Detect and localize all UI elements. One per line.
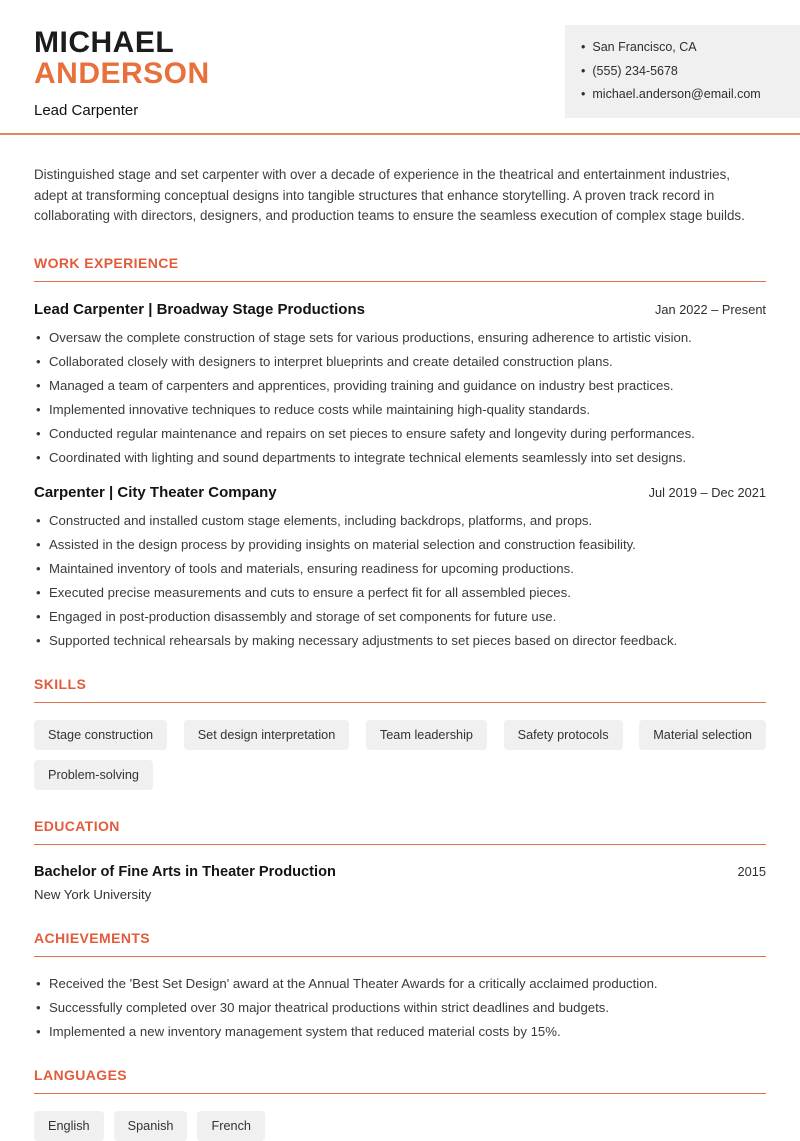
job-bullet: • Collaborated closely with designers to interpret blueprints and create detailed construction plans. [34, 354, 766, 369]
last-name: ANDERSON [34, 57, 210, 90]
resume-body [0, 165, 800, 1141]
contact-item [581, 83, 786, 107]
section-achievements [34, 930, 766, 1039]
first-name: MICHAEL [34, 26, 175, 59]
job-bullet: • Supported technical rehearsals by making necessary adjustments to set pieces based on director feedback. [34, 633, 766, 648]
job-dates: Jan 2022 – Present [655, 301, 766, 317]
job-entry-2 [34, 484, 766, 648]
achievement-bullet: • Successfully completed over 30 major theatrical productions within strict deadlines and budgets. [34, 1000, 766, 1015]
job-bullet: • Engaged in post-production disassembly and storage of set components for future use. [34, 609, 766, 624]
job-bullet: • Executed precise measurements and cuts to ensure a perfect fit for all assembled pieces. [34, 585, 766, 600]
skills-heading: SKILLS [34, 676, 766, 703]
job-bullet: • Implemented innovative techniques to reduce costs while maintaining high-quality standards. [34, 402, 766, 417]
languages-chip-list [34, 1111, 766, 1141]
job-bullet: • Conducted regular maintenance and repairs on set pieces to ensure safety and longevity during performances. [34, 426, 766, 441]
bullet-icon: • [581, 63, 586, 78]
skill-chip: Material selection [639, 720, 766, 750]
job-bullet: • Coordinated with lighting and sound departments to integrate technical elements seamlessly into set designs. [34, 450, 766, 465]
job-title-line [34, 484, 277, 501]
achievements-bullet-list [34, 976, 766, 1039]
contact-item [581, 60, 786, 84]
achievement-bullet: • Received the 'Best Set Design' award at the Annual Theater Awards for a critically acclaimed production. [34, 976, 766, 991]
resume-header [0, 0, 800, 135]
job-bullet-list [34, 330, 766, 465]
section-skills [34, 676, 766, 790]
skills-chip-list [34, 720, 766, 790]
education-year: 2015 [737, 863, 766, 879]
bullet-icon: • [581, 40, 586, 54]
education-degree: Bachelor of Fine Arts in Theater Production [34, 863, 336, 880]
job-bullet: • Assisted in the design process by providing insights on material selection and construction feasibility. [34, 537, 766, 552]
skill-chip: Team leadership [366, 720, 487, 750]
section-languages [34, 1067, 766, 1141]
job-company: City Theater Company [117, 483, 277, 501]
contact-box [565, 25, 800, 118]
contact-item-text: michael.anderson@email.com [592, 87, 761, 101]
header-job-title: Lead Carpenter [34, 102, 139, 119]
education-heading: EDUCATION [34, 818, 766, 845]
job-role: Lead Carpenter [34, 300, 145, 318]
skill-chip: Safety protocols [504, 720, 623, 750]
job-bullet-list [34, 513, 766, 648]
education-school: New York University [34, 886, 152, 902]
skill-chip: Stage construction [34, 720, 167, 750]
contact-item-text: San Francisco, CA [592, 40, 697, 54]
work-experience-heading: WORK EXPERIENCE [34, 255, 766, 282]
languages-heading: LANGUAGES [34, 1067, 766, 1094]
contact-item-text: (555) 234-5678 [592, 63, 678, 78]
job-separator: | [148, 300, 153, 318]
skill-chip: Problem-solving [34, 760, 153, 790]
achievements-heading: ACHIEVEMENTS [34, 930, 766, 957]
section-education [34, 818, 766, 902]
achievement-bullet: • Implemented a new inventory management system that reduced material costs by 15%. [34, 1024, 766, 1039]
job-bullet: • Oversaw the complete construction of stage sets for various productions, ensuring adherence to artistic vision. [34, 330, 766, 345]
section-work-experience [34, 255, 766, 648]
job-title-line [34, 301, 365, 318]
job-bullet: • Maintained inventory of tools and materials, ensuring readiness for upcoming productions. [34, 561, 766, 576]
job-role: Carpenter [34, 483, 105, 501]
contact-item [581, 36, 786, 60]
summary-paragraph: Distinguished stage and set carpenter with over a decade of experience in the theatrical and entertainment industries, adept at transforming conceptual designs into tangible structures that enhance storytelling. A proven track record in collaborating with directors, designers, and production teams to ensure the seamless execution of complex stage builds. [34, 167, 745, 223]
education-entry [34, 864, 766, 880]
job-company: Broadway Stage Productions [156, 300, 365, 318]
bullet-icon: • [581, 87, 586, 101]
language-chip: Spanish [114, 1111, 188, 1141]
job-separator: | [109, 483, 114, 501]
job-bullet: • Constructed and installed custom stage elements, including backdrops, platforms, and props. [34, 513, 766, 528]
job-header [34, 301, 766, 318]
job-bullet: • Managed a team of carpenters and apprentices, providing training and guidance on industry best practices. [34, 378, 766, 393]
skill-chip: Set design interpretation [184, 720, 350, 750]
job-header [34, 484, 766, 501]
language-chip: English [34, 1111, 104, 1141]
job-dates: Jul 2019 – Dec 2021 [648, 484, 766, 500]
language-chip: French [197, 1111, 265, 1141]
job-entry-1 [34, 301, 766, 465]
